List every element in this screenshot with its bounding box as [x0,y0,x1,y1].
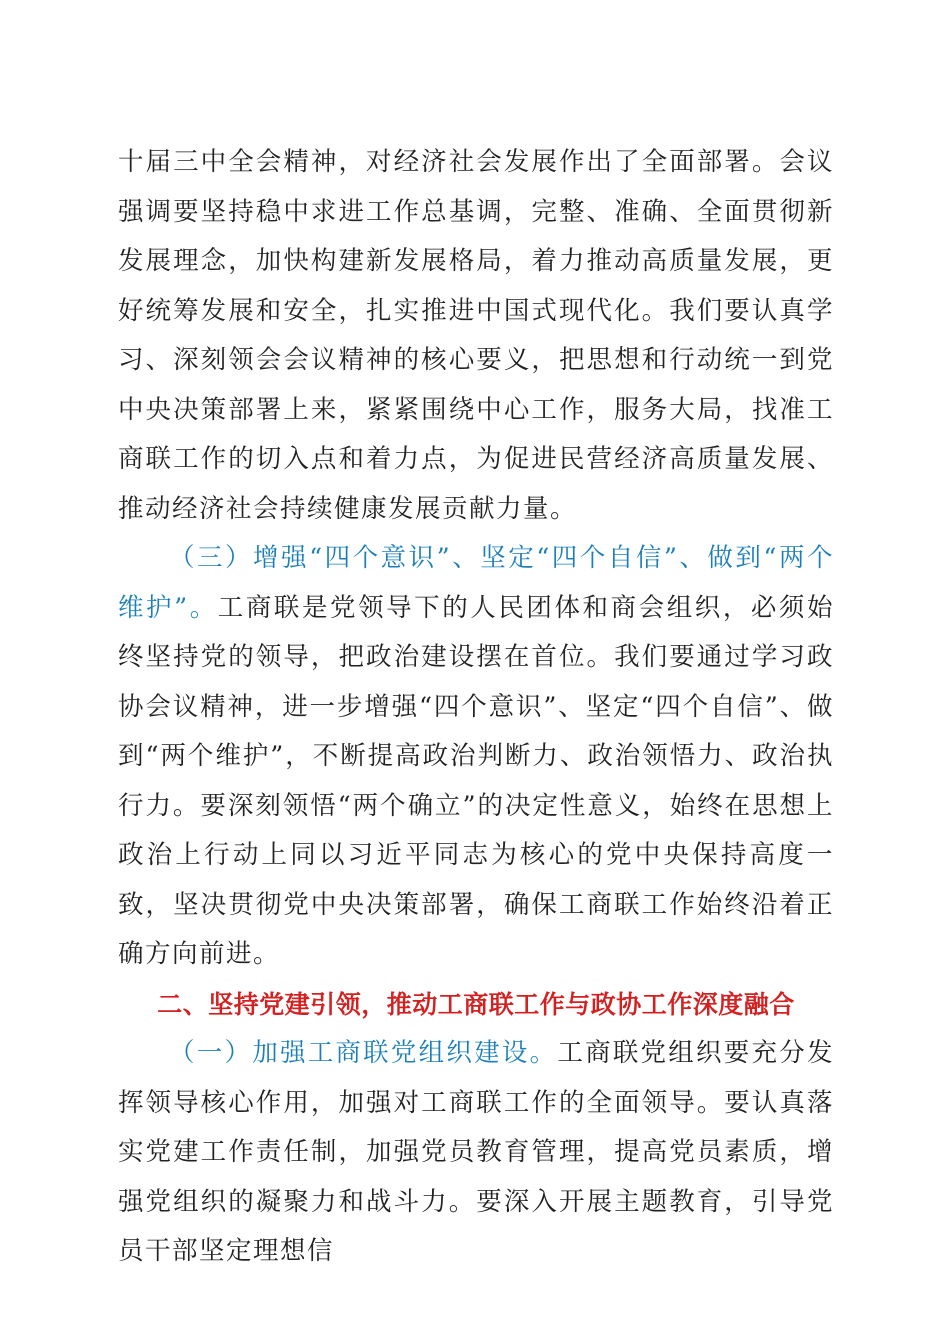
section-one-title: （一）加强工商联党组织建设。 [169,1038,558,1068]
section-three-body: 工商联是党领导下的人民团体和商会组织，必须始终坚持党的领导，把政治建设摆在首位。我们要通过学习政协会议精神，进一步增强“四个意识”、坚定“四个自信”、做到“两个维护”，不断提高政治判断力、政治领悟力、政治执行力。要深刻领悟“两个确立”的决定性意义，始终在思想上政治上行动上同以习近平同志为核心的党中央保持高度一致，坚决贯彻党中央决策部署，确保工商联工作始终沿着正确方向前进。 [118,592,834,969]
section-one-paragraph [118,1029,834,1277]
section-three-title: （三）增强“四个意识”、坚定“四个自信”、做到“两个维护”。 [118,543,834,623]
paragraph-text: 十届三中全会精神，对经济社会发展作出了全面部署。会议强调要坚持稳中求进工作总基调，完整、准确、全面贯彻新发展理念，加快构建新发展格局，着力推动高质量发展，更好统筹发展和安全，扎实推进中国式现代化。我们要认真学习、深刻领会会议精神的核心要义，把思想和行动统一到党中央决策部署上来，紧紧围绕中心工作，服务大局，找准工商联工作的切入点和着力点，为促进民营经济高质量发展、推动经济社会持续健康发展贡献力量。 [118,147,834,524]
paragraph-continued [118,138,834,534]
document-body [118,138,834,1277]
chapter-two-heading: 二、坚持党建引领，推动工商联工作与政协工作深度融合 [157,989,795,1019]
section-three-paragraph [118,534,834,980]
section-one-body: 工商联党组织要充分发挥领导核心作用，加强对工商联工作的全面领导。要认真落实党建工作责任制，加强党员教育管理，提高党员素质，增强党组织的凝聚力和战斗力。要深入开展主题教育，引导党员干部坚定理想信 [118,1038,834,1266]
